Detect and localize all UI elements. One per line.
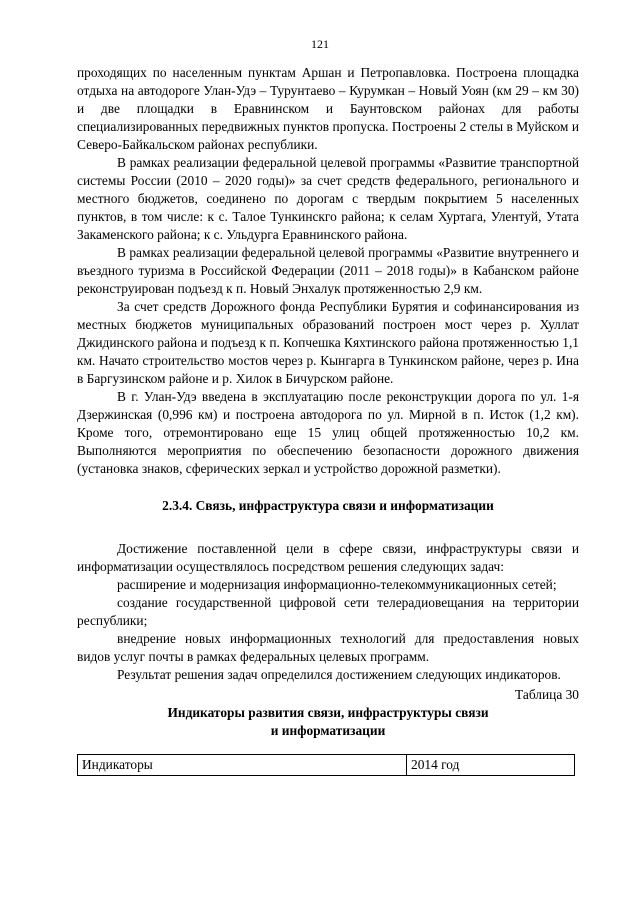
paragraph: Достижение поставленной цели в сфере связи, инфраструктуры связи и информатизации осуществлялось посредством решения следующих задач: xyxy=(77,541,579,574)
table-header-row xyxy=(78,755,575,776)
paragraph: За счет средств Дорожного фонда Республики Бурятия и софинансирования из местных бюджетов муниципальных образований построен мост через р. Хуллат Джидинского района и подъезд к п. Копчешка Кяхтинского района протяженностью 1,1 км. Начато строительство мостов через р. Кынгарга в Тункинском районе, через р. Ина в Баргузинском районе и р. Хилок в Бичурском районе. xyxy=(77,299,579,386)
paragraph: В рамках реализации федеральной целевой программы «Развитие внутреннего и въездного туризма в Российской Федерации (2011 – 2018 годы)» в Кабанском районе реконструирован подъезд к п. Новый Энхалук протяженностью 2,9 км. xyxy=(77,245,579,296)
table-title-line: и информатизации xyxy=(270,723,386,738)
list-item: создание государственной цифровой сети телерадиовещания на территории республики; xyxy=(77,595,579,628)
paragraph: В г. Улан-Удэ введена в эксплуатацию после реконструкции дорога по ул. 1-я Дзержинская (0,996 км) и построена автодорога по ул. Мирной в п. Исток (1,2 км). Кроме того, отремонтировано еще 15 улиц общей протяженностью 10,2 км. Выполняются мероприятия по обеспечению безопасности дорожного движения (установка знаков, сферических зеркал и устройство дорожной разметки). xyxy=(77,389,579,476)
section-heading: 2.3.4. Связь, инфраструктура связи и информатизации xyxy=(162,498,494,513)
paragraph: проходящих по населенным пунктам Аршан и Петропавловка. Построена площадка отдыха на автодороге Улан-Удэ – Турунтаево – Курумкан – Новый Уоян (км 29 – км 30) и две площадки в Еравнинском и Баунтовском районах для работы специализированных передвижных пунктов пропуска. Построены 2 стелы в Муйском и Северо-Байкальском районах республики. xyxy=(77,65,579,152)
indicators-table xyxy=(77,754,575,776)
table-title-line: Индикаторы развития связи, инфраструктуры связи xyxy=(167,705,489,720)
table-title xyxy=(77,704,579,740)
document-body xyxy=(77,64,579,776)
paragraph: Результат решения задач определился достижением следующих индикаторов. xyxy=(117,667,561,682)
table-header-cell: 2014 год xyxy=(407,755,575,776)
list-item: расширение и модернизация информационно-телекоммуникационных сетей; xyxy=(117,577,557,592)
table-label: Таблица 30 xyxy=(515,687,579,702)
paragraph: В рамках реализации федеральной целевой программы «Развитие транспортной системы России (2010 – 2020 годы)» за счет средств федерального, регионального и местного бюджетов, соединено по дорогам с твердым покрытием 5 населенных пунктов, в том числе: к с. Талое Тункинскго района; к селам Хуртага, Улентуй, Утата Закаменского района; к с. Ульдурга Еравнинского района. xyxy=(77,155,579,242)
list-item: внедрение новых информационных технологий для предоставления новых видов услуг почты в рамках федеральных целевых программ. xyxy=(77,631,579,664)
table-header-cell: Индикаторы xyxy=(78,755,407,776)
page-number: 121 xyxy=(311,37,329,51)
